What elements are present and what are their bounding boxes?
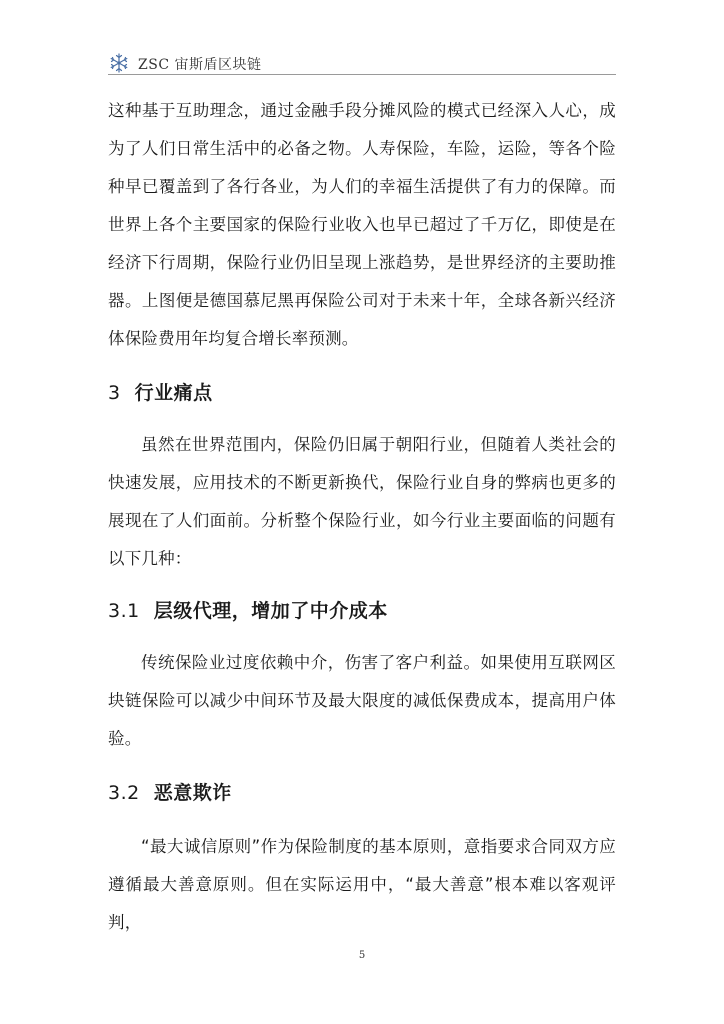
snowflake-logo-icon [108,52,130,74]
section-3-2-title: 恶意欺诈 [153,782,232,804]
document-body [108,92,616,942]
section-3-2-paragraph: “最大诚信原则”作为保险制度的基本原则，意指要求合同双方应遵循最大善意原则。但在实际运用中，“最大善意”根本难以客观评判， [108,837,616,932]
section-3-1-title: 层级代理，增加了中介成本 [153,600,388,622]
section-3-1-number: 3.1 [108,600,140,622]
page-number: 5 [358,950,366,961]
section-3-2-heading [108,780,616,806]
page-header [108,50,616,75]
section-3-heading [108,380,616,406]
section-3-2-number: 3.2 [108,782,140,804]
section-3-number: 3 [108,382,121,404]
section-3-paragraph: 虽然在世界范围内，保险仍旧属于朝阳行业，但随着人类社会的快速发展，应用技术的不断更新换代，保险行业自身的弊病也更多的展现在了人们面前。分析整个保险行业，如今行业主要面临的问题有以下几种： [108,435,616,568]
header-title: ZSC 宙斯盾区块链 [138,57,262,73]
section-3-1-heading [108,598,616,624]
section-3-title: 行业痛点 [134,382,213,404]
section-3-1-paragraph: 传统保险业过度依赖中介，伤害了客户利益。如果使用互联网区块链保险可以减少中间环节及最大限度的减低保费成本，提高用户体验。 [108,653,616,748]
intro-paragraph: 这种基于互助理念，通过金融手段分摊风险的模式已经深入人心，成为了人们日常生活中的必备之物。人寿保险，车险，运险，等各个险种早已覆盖到了各行各业，为人们的幸福生活提供了有力的保障。而世界上各个主要国家的保险行业收入也早已超过了千万亿，即使是在经济下行周期，保险行业仍旧呈现上涨趋势，是世界经济的主要助推器。上图便是德国慕尼黑再保险公司对于未来十年，全球各新兴经济体保险费用年均复合增长率预测。 [108,101,616,348]
